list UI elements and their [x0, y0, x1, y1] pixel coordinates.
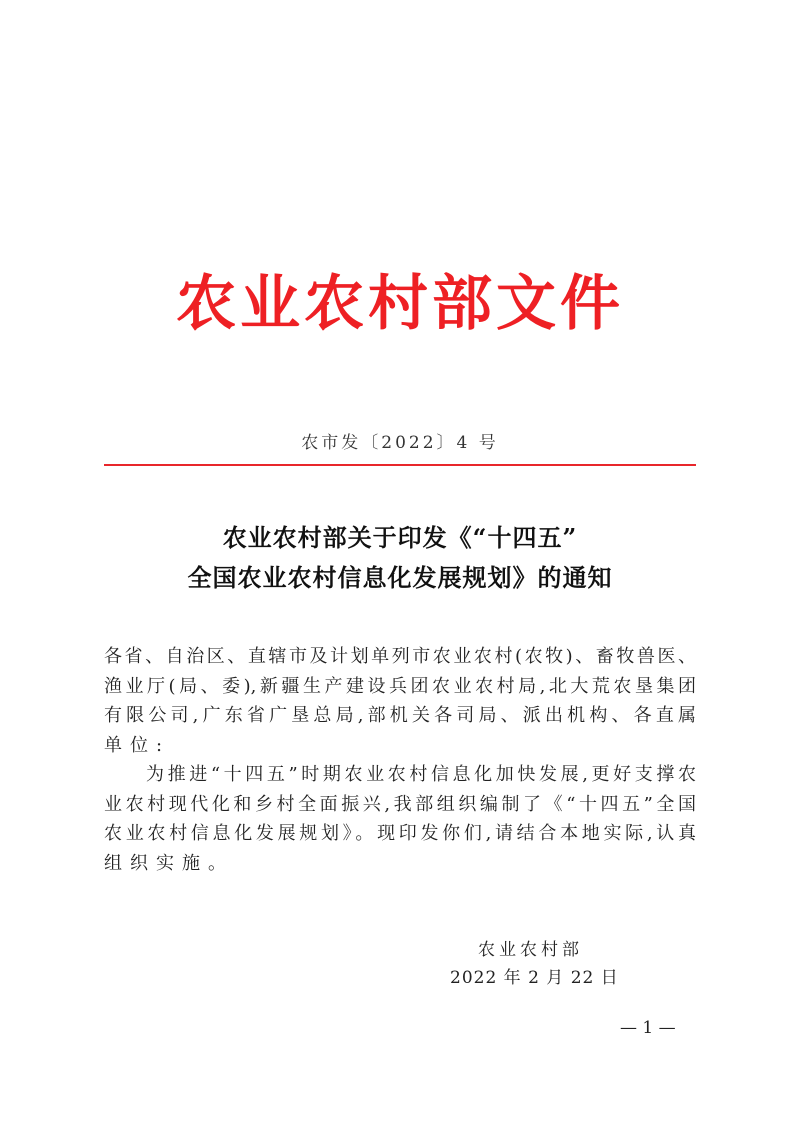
- issue-date: 2022 年 2 月 22 日: [450, 968, 619, 988]
- notice-title-line-2: 全国农业农村信息化发展规划》的通知: [187, 563, 613, 592]
- addressee-line: 渔业厅(局、委),新疆生产建设兵团农业农村局,北大荒农垦集团: [104, 675, 696, 697]
- issuer-signature: 农业农村部: [478, 940, 583, 960]
- document-number: 农市发〔2022〕4 号: [301, 433, 499, 453]
- body-line: 农业农村信息化发展规划》。现印发你们,请结合本地实际,认真: [104, 823, 696, 844]
- page-number: — 1 —: [620, 1018, 676, 1038]
- body-line: 业农村现代化和乡村全面振兴,我部组织编制了《“十四五”全国: [104, 793, 696, 815]
- document-masthead: 农业农村部文件: [176, 269, 624, 339]
- addressee-line: 各省、自治区、直辖市及计划单列市农业农村(农牧)、畜牧兽医、: [104, 646, 696, 667]
- body-line: 为推进“十四五”时期农业农村信息化加快发展,更好支撑农: [146, 764, 696, 785]
- addressee-line: 有限公司,广东省广垦总局,部机关各司局、派出机构、各直属: [104, 705, 696, 726]
- addressee-line: 单位:: [104, 734, 171, 756]
- body-line: 组织实施。: [104, 852, 234, 874]
- red-divider-line: [104, 464, 696, 466]
- notice-title-line-1: 农业农村部关于印发《“十四五”: [222, 523, 578, 552]
- notice-body: [104, 642, 696, 878]
